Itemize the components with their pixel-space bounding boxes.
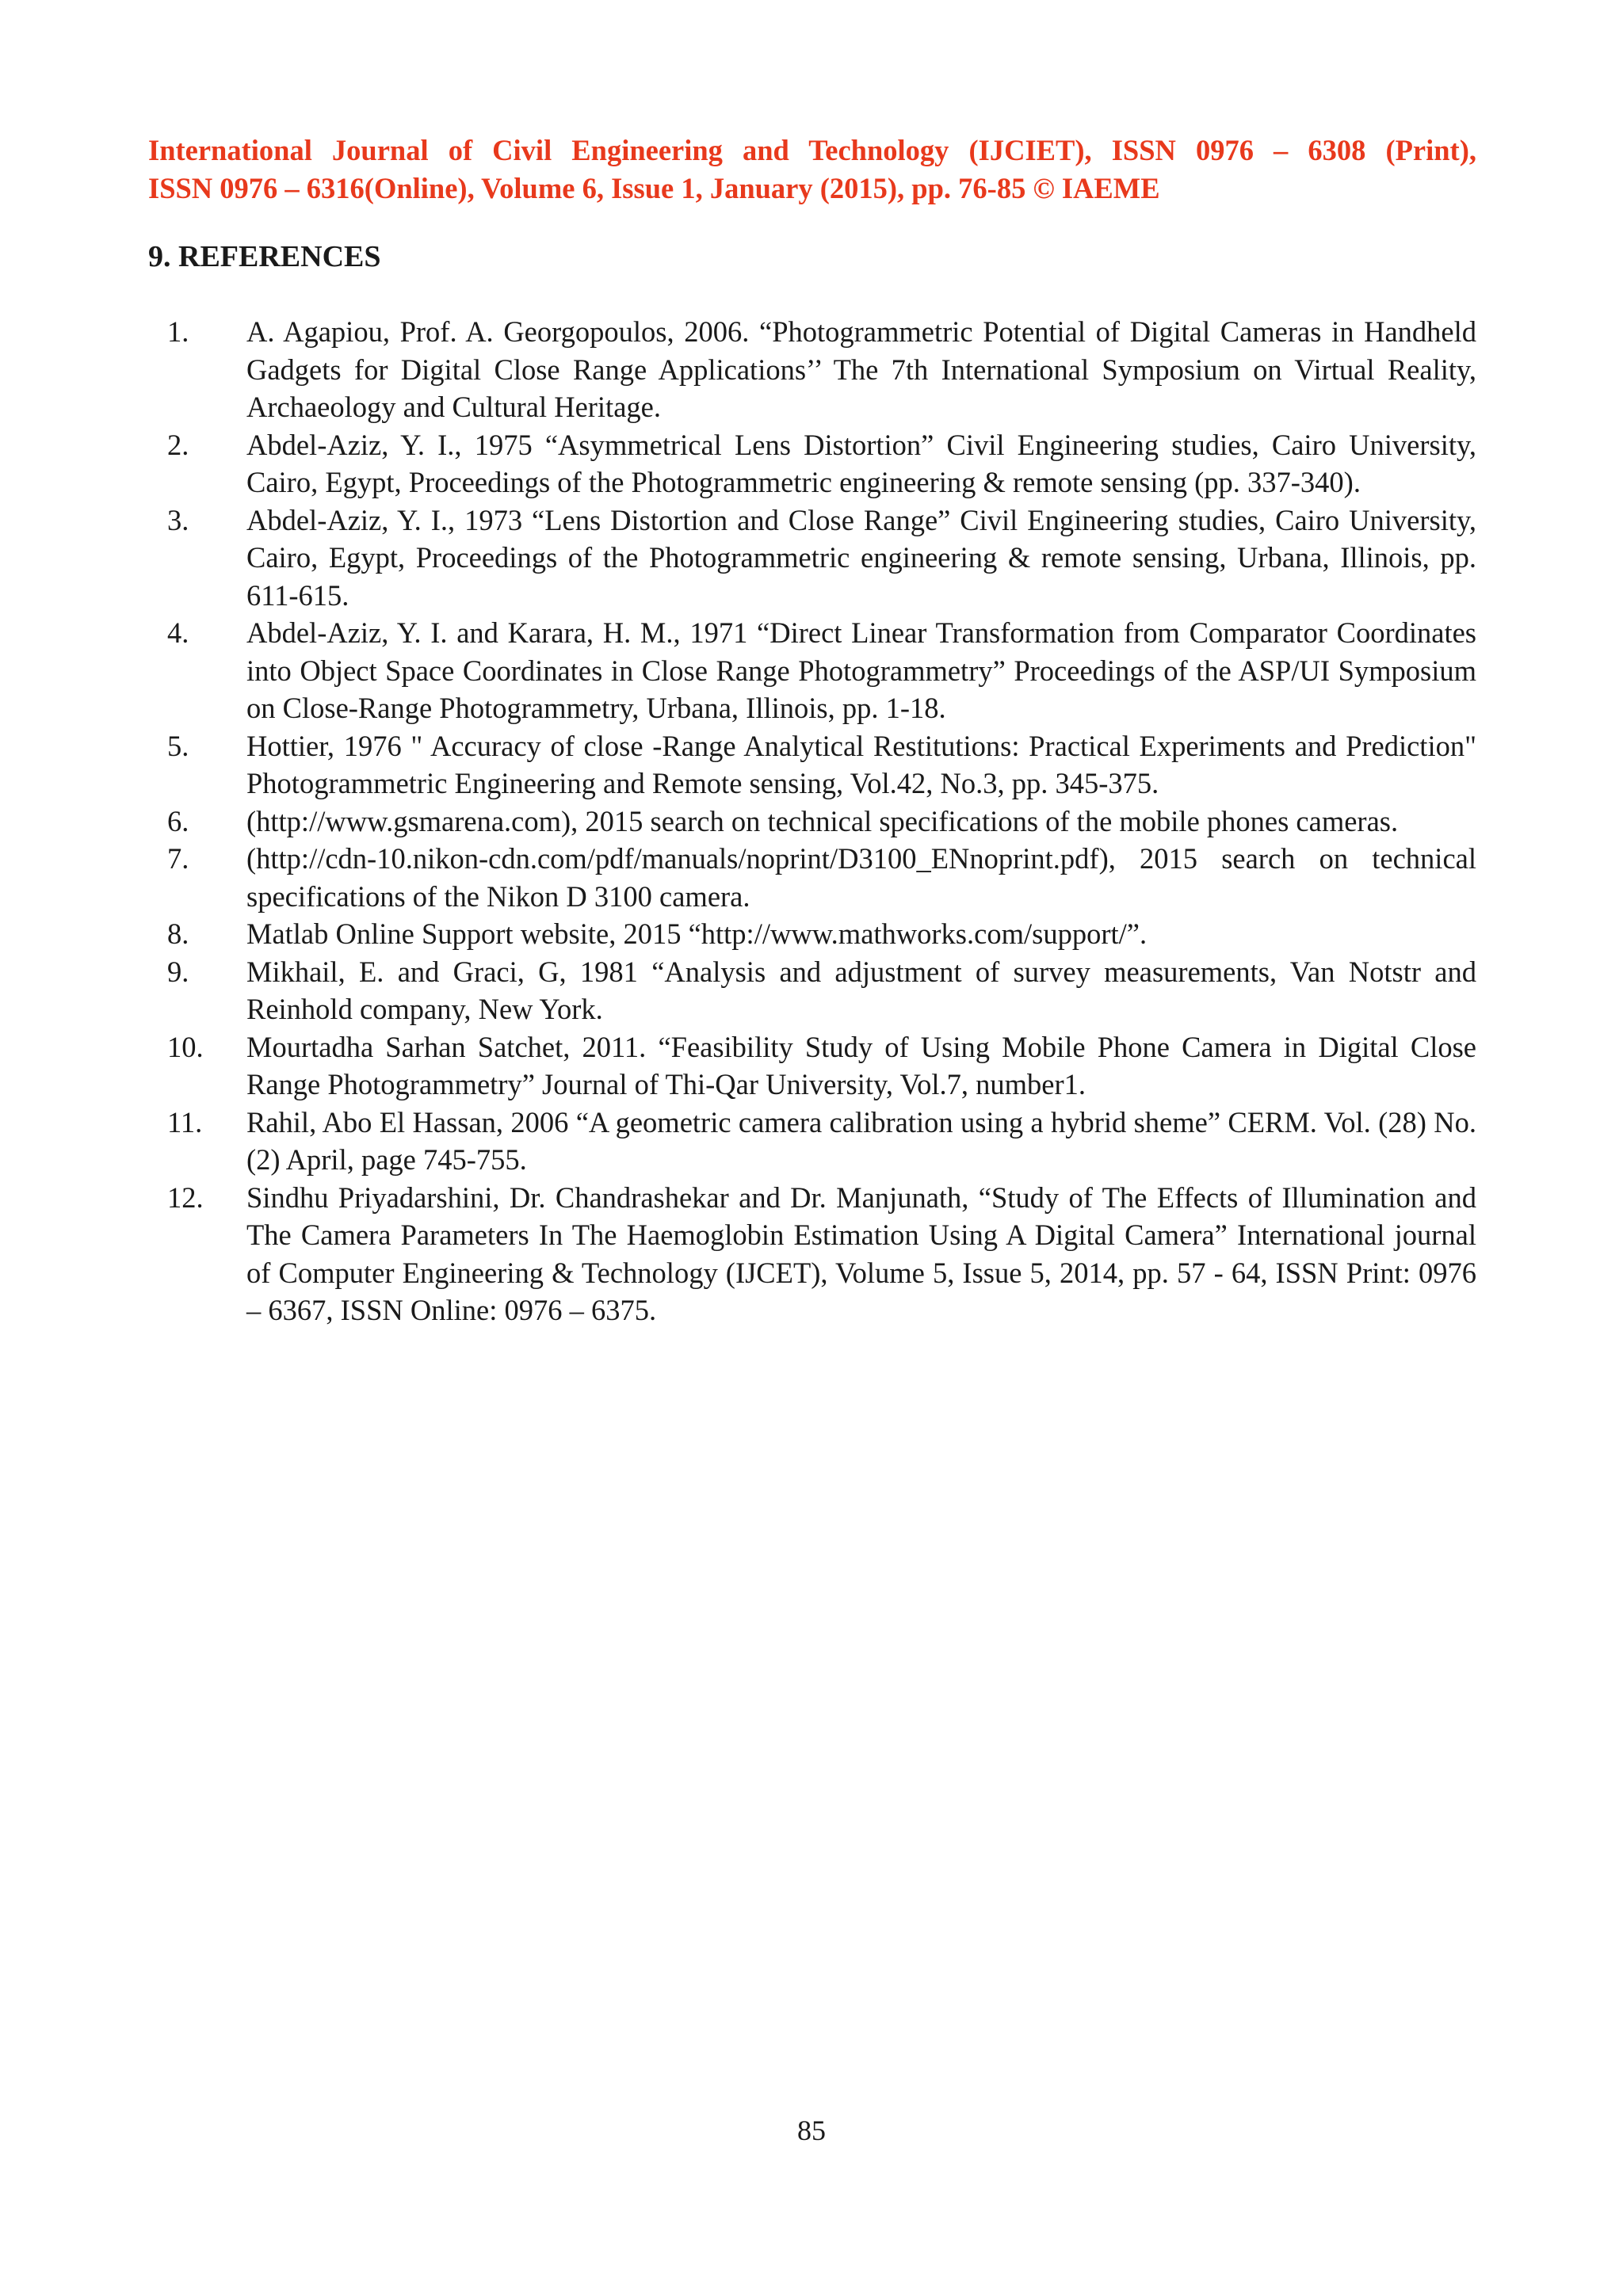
reference-number: 9. [167,955,189,988]
reference-text: Abdel-Aziz, Y. I., 1973 “Lens Distortion and Close Range” Civil Engineering studies, Cairo University, Cairo, Egypt, Proceedings of the Photogrammetric engineering & remote sensing, Urbana, Illinois, pp. 611-615. [246,503,1476,612]
reference-item [148,614,1476,727]
reference-item [148,953,1476,1028]
reference-item [148,1179,1476,1329]
reference-text: Mourtadha Sarhan Satchet, 2011. “Feasibility Study of Using Mobile Phone Camera in Digital Close Range Photogrammetry” Journal of Thi-Qar University, Vol.7, number1. [246,1030,1476,1100]
reference-text: Rahil, Abo El Hassan, 2006 “A geometric camera calibration using a hybrid sheme” CERM. Vol. (28) No. (2) April, page 745-755. [246,1105,1476,1176]
reference-number: 8. [167,917,189,950]
reference-item [148,1104,1476,1179]
reference-text: (http://www.gsmarena.com), 2015 search on technical specifications of the mobile phones cameras. [246,804,1399,837]
reference-item [148,502,1476,615]
page-number: 85 [797,2115,826,2146]
reference-item [148,803,1476,841]
reference-text: Matlab Online Support website, 2015 “http://www.mathworks.com/support/”. [246,917,1148,950]
reference-number: 5. [167,729,189,762]
reference-text: Mikhail, E. and Graci, G, 1981 “Analysis and adjustment of survey measurements, Van Notstr and Reinhold company, New York. [246,955,1476,1025]
reference-number: 2. [167,428,189,461]
reference-text: Abdel-Aziz, Y. I., 1975 “Asymmetrical Lens Distortion” Civil Engineering studies, Cairo University, Cairo, Egypt, Proceedings of the Photogrammetric engineering & remote sensing (pp. 337-340). [246,428,1476,498]
reference-number: 1. [167,315,189,348]
reference-text: Abdel-Aziz, Y. I. and Karara, H. M., 1971 “Direct Linear Transformation from Comparator Coordinates into Object Space Coordinates in Close Range Photogrammetry” Proceedings of the ASP/UI Symposium on Close-Range Photogrammetry, Urbana, Illinois, pp. 1-18. [246,616,1476,724]
reference-text: A. Agapiou, Prof. A. Georgopoulos, 2006. “Photogrammetric Potential of Digital Cameras in Handheld Gadgets for Digital Close Range Applications’’ The 7th International Symposium on Virtual Reality, Archaeology and Cultural Heritage. [246,315,1476,423]
reference-number: 4. [167,616,189,649]
references-list [148,313,1476,1329]
reference-number: 6. [167,804,189,837]
reference-number: 12. [167,1180,204,1214]
journal-header-line-2: ISSN 0976 – 6316(Online), Volume 6, Issue 1, January (2015), pp. 76-85 © IAEME [148,172,1160,204]
journal-header [148,132,1476,208]
reference-item [148,840,1476,915]
reference-item [148,915,1476,953]
reference-text: Sindhu Priyadarshini, Dr. Chandrashekar and Dr. Manjunath, “Study of The Effects of Illumination and The Camera Parameters In The Haemoglobin Estimation Using A Digital Camera” International journal of Computer Engineering & Technology (IJCET), Volume 5, Issue 5, 2014, pp. 57 - 64, ISSN Print: 0976 – 6367, ISSN Online: 0976 – 6375. [246,1180,1476,1326]
reference-text: (http://cdn-10.nikon-cdn.com/pdf/manuals/noprint/D3100_ENnoprint.pdf), 2015 search on technical specifications of the Nikon D 3100 camera. [246,842,1476,913]
reference-item [148,1028,1476,1104]
reference-item [148,727,1476,803]
section-title: 9. REFERENCES [148,240,381,273]
reference-item [148,313,1476,426]
reference-item [148,426,1476,502]
reference-number: 10. [167,1030,204,1063]
reference-number: 11. [167,1105,203,1138]
journal-header-line-1: International Journal of Civil Engineering and Technology (IJCIET), ISSN 0976 – 6308 (Print), [148,134,1476,166]
reference-number: 7. [167,842,189,875]
reference-number: 3. [167,503,189,536]
reference-text: Hottier, 1976 " Accuracy of close -Range Analytical Restitutions: Practical Experiments and Prediction" Photogrammetric Engineering and Remote sensing, Vol.42, No.3, pp. 345-375. [246,729,1476,799]
